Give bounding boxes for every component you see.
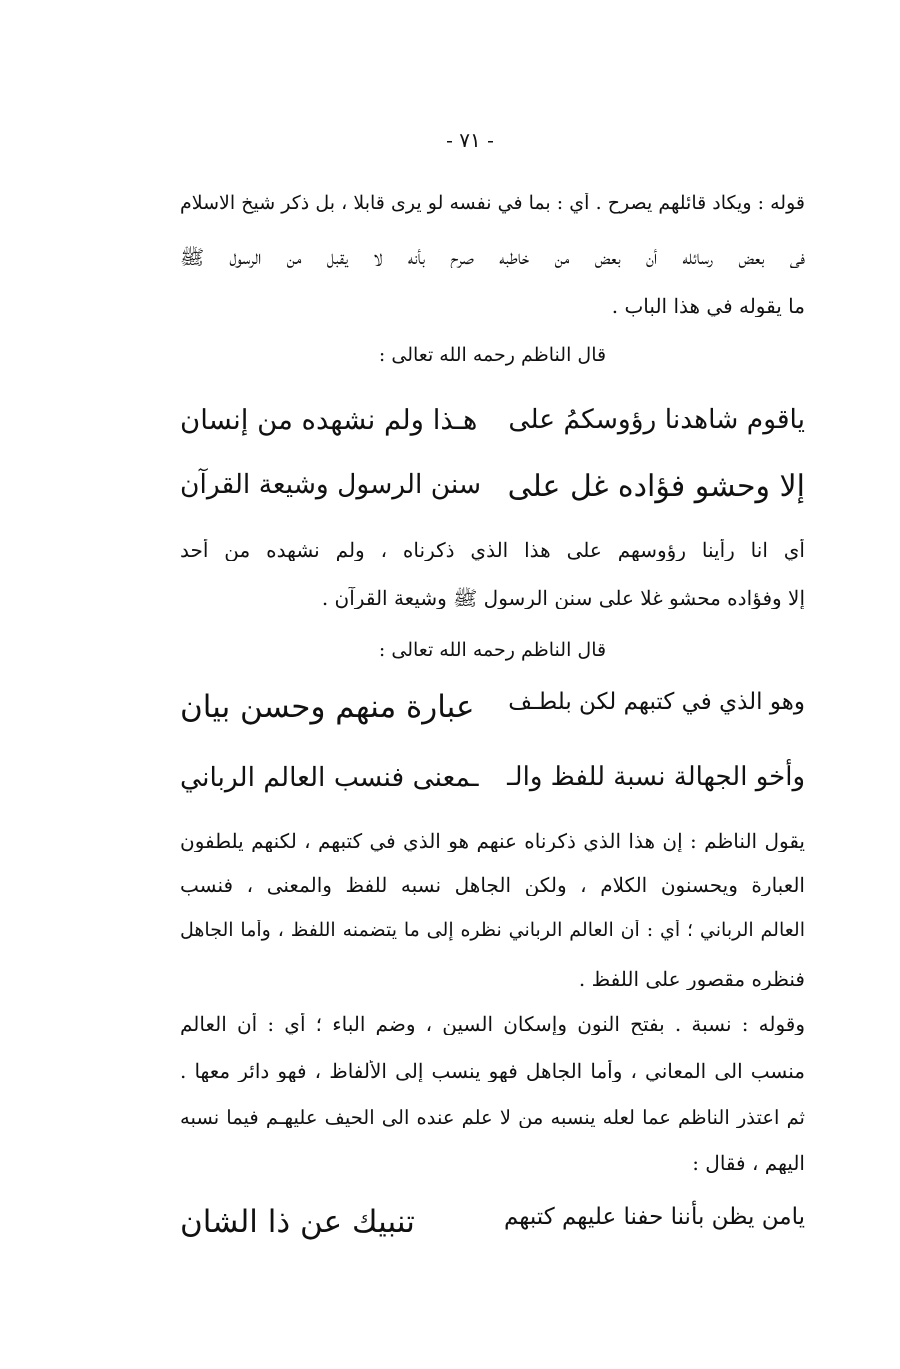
explanation-line: ثم اعتذر الناظم عما لعله ينسبه من لا علم عنده الى الحيف عليهـم فيما نسبه <box>180 1107 805 1129</box>
explanation-line: وقوله : نسبة . بفتح النون وإسكان السين ، وضم الباء ؛ أي : أن العالم <box>180 1013 805 1035</box>
verse-first-hemistich: إلا وحشو فؤاده غل على <box>507 469 805 504</box>
explanation-line: إلا وفؤاده محشو غلا على سنن الرسول ﷺ وشيعة القرآن . <box>321 587 805 609</box>
verse-first-hemistich: وهو الذي في كتبهم لكن بلطـف <box>508 689 805 715</box>
section-heading: قال الناظم رحمه الله تعالى : <box>378 345 607 366</box>
section-heading: قال الناظم رحمه الله تعالى : <box>378 640 607 661</box>
verse-line <box>180 690 805 734</box>
verse-first-hemistich: يامن يظن بأننا حفنا عليهم كتبهم <box>503 1204 805 1230</box>
text-line: ما يقوله في هذا الباب . <box>611 295 805 317</box>
verse-second-hemistich: هـذا ولم نشهده من إنسان <box>180 404 478 436</box>
verse-first-hemistich: وأخو الجهالة نسبة للفظ والـ <box>507 762 805 792</box>
verse-second-hemistich: تنبيك عن ذا الشان <box>180 1204 415 1240</box>
text-line: في بعض رسائله أن بعض من خاطبه صرح بأنه لا يقبل من الرسول ﷺ <box>180 246 805 268</box>
verse-line <box>180 1205 805 1249</box>
verse-second-hemistich: سنن الرسول وشيعة القرآن <box>180 469 482 500</box>
explanation-line: اليهم ، فقال : <box>692 1152 805 1174</box>
explanation-line: فنظره مقصور على اللفظ . <box>578 968 805 990</box>
verse-line <box>180 470 805 514</box>
verse-line <box>180 763 805 807</box>
verse-line <box>180 405 805 449</box>
explanation-line: يقول الناظم : إن هذا الذي ذكرناه عنهم هو الذي في كتبهم ، لكنهم يلطفون <box>180 830 805 852</box>
page-number: - ٧١ - <box>446 128 494 152</box>
explanation-line: العالم الرباني ؛ أي : أن العالم الرباني نظره إلى ما يتضمنه اللفظ ، وأما الجاهل <box>180 920 805 941</box>
verse-first-hemistich: ياقوم شاهدنا رؤوسكمُ على <box>508 404 805 435</box>
text-line: قوله : ويكاد قائلهم يصرح . أي : بما في نفسه لو يرى قابلا ، بل ذكر شيخ الاسلام <box>180 193 805 214</box>
explanation-line: منسب الى المعاني ، وأما الجاهل فهو ينسب إلى الألفاظ ، فهو دائر معها . <box>180 1060 805 1082</box>
explanation-line: أي انا رأينا رؤوسهم على هذا الذي ذكرناه ، ولم نشهده من أحد <box>180 539 805 561</box>
verse-second-hemistich: ـمعنى فنسب العالم الرباني <box>180 762 479 793</box>
verse-second-hemistich: عبارة منهم وحسن بيان <box>180 689 475 725</box>
explanation-line: العبارة ويحسنون الكلام ، ولكن الجاهل نسبه للفظ والمعنى ، فنسب <box>180 874 805 896</box>
